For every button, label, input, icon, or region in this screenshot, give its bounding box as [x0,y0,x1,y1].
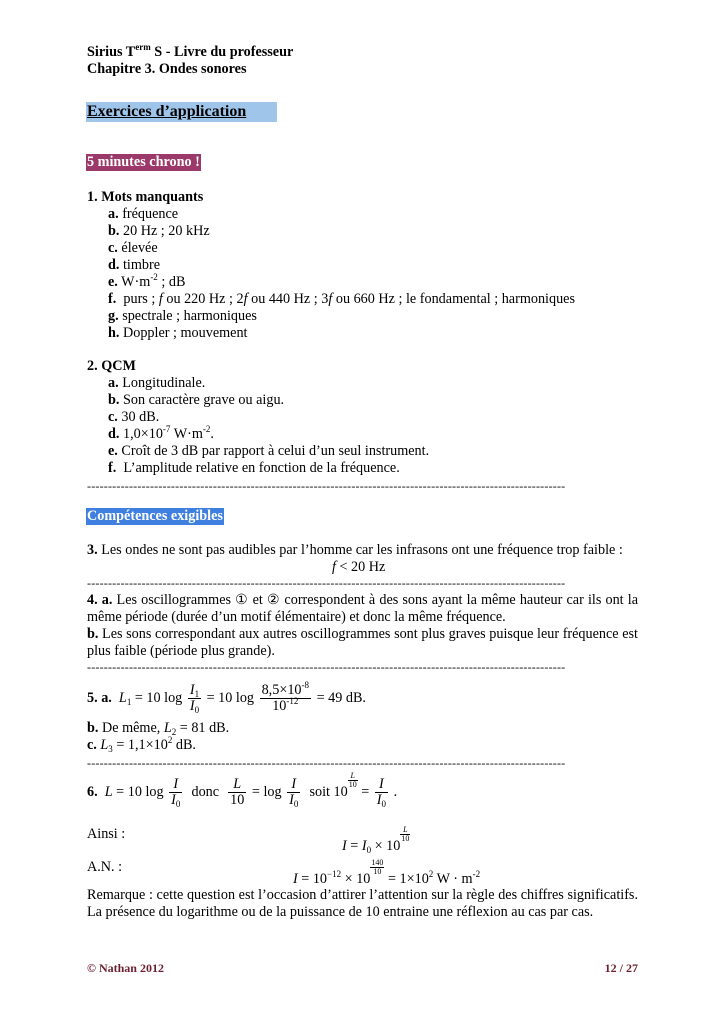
separator-1: ------------------------------------------------------------------------------------------------------------------ [87,480,566,492]
ex5-a-formula: 5. a. $L_1 = 10$ log $\frac{I_1}{I_0}$ = 10 log $\frac{8,5\times 10^{-8}}{10^{-12}}$ = 49 dB. [87,680,366,716]
ex2-item-b: b. Son caractère grave ou aigu. [108,392,285,408]
ex2-item-d: d. $1,0\times 10^{-7}$ $W\cdot m^{-2}$. [108,424,214,442]
ex5-c-line: c. $L_3 = 1,1\times 10^2$ dB. [87,735,196,754]
ex6-ainsi-formula: $I = I_0 \times 10$ $\frac{L}{10}$ [342,825,410,855]
ex2-item-a: a. Longitudinale. [108,375,206,391]
ex6-fraction-l-10: $\frac{L}{10}$ [230,776,245,809]
ex6-an-exponent: $\frac{140}{10}$ [371,858,384,876]
banner-chrono: 5 minutes chrono ! [87,154,200,170]
doc-header-chapter: Chapitre 3. Ondes sonores [87,61,247,77]
ex6-fraction-i-i0-3: $\frac{I}{I_0}$ [376,776,387,810]
ex6-ainsi-label: Ainsi : [87,826,126,842]
footer-page-number: 12 / 27 [604,961,638,975]
ex6-fraction-i-i0: $\frac{I}{I_0}$ [171,776,181,810]
ex1-item-a: a. fréquence [108,206,179,222]
separator-2: ------------------------------------------------------------------------------------------------------------------ [87,577,566,589]
ex6-formula: 6. L = 10 log $\frac{I}{I_0}$ donc $\frac{L}{10}$ = log $\frac{I}{I_0}$ soit 10 $\frac{L}{10}$ = $\frac{I}{I_0}$ . [87,771,398,810]
ex1-item-e: e. $W\cdot m^{-2}$ ; dB [108,272,186,290]
section-title: Exercices d’application [87,103,247,120]
ex6-ainsi-exponent: $\frac{L}{10}$ [401,825,410,843]
ex2-title: 2. QCM [87,358,136,374]
banner-competences: Compétences exigibles [87,508,223,524]
ex5-b-line: b. De même, $L_2 = 81$ dB. [87,720,230,737]
ex6-an-formula: $I = 10^{-12} \times 10$ $\frac{140}{10}$ = $1\times 10^2$ $W \cdot m^{-2}$ [293,858,481,887]
ex6-exponent-l-10: $\frac{L}{10}$ [348,771,357,789]
separator-3: ------------------------------------------------------------------------------------------------------------------ [87,661,566,673]
ex5-fraction-2: $\frac{8,5\times 10^{-8}}{10^{-12}}$ [261,680,310,715]
ex1-item-b: b. 20 Hz ; 20 kHz [108,223,210,239]
ex1-item-d: d. timbre [108,257,161,273]
ex1-item-h: h. Doppler ; mouvement [108,325,248,341]
ex6-fraction-i-i0-2: $\frac{I}{I_0}$ [289,776,299,810]
ex6-remark: Remarque : cette question est l’occasion d’attirer l’attention sur la règle des chiffres significatifs. La présence du logarithme ou de la puissance de 10 entraine une réflexion au cas par cas. [87,887,638,920]
ex3-condition: f < 20 Hz [332,559,386,575]
ex2-item-c: c. 30 dB. [108,409,160,425]
ex3-text: 3. Les ondes ne sont pas audibles par l’homme car les infrasons ont une fréquence trop faible : [87,542,623,558]
ex2-item-e: e. Croît de 3 dB par rapport à celui d’un seul instrument. [108,443,430,459]
ex5-fraction-1: $\frac{I_1}{I_0}$ [189,682,200,716]
doc-header-title: Sirius $T^{erm}$ S - Livre du professeur [87,42,294,60]
ex4-b-paragraph: b. Les sons correspondant aux autres oscillogrammes sont plus graves puisque leur fréquence est plus faible (période plus grande). [87,626,638,659]
ex1-title: 1. Mots manquants [87,189,204,205]
ex1-item-g: g. spectrale ; harmoniques [108,308,257,324]
ex1-item-c: c. élevée [108,240,158,256]
footer-copyright: © Nathan 2012 [87,961,164,975]
ex4-a-paragraph: 4. a. Les oscillogrammes ① et ② correspondent à des sons ayant la même hauteur car ils ont la même période (durée d’un motif élémentaire) et donc la même fréquence. [87,592,639,625]
ex2-item-f: f. L’amplitude relative en fonction de la fréquence. [108,460,400,476]
ex1-item-f: f. purs ; f ou 220 Hz ; 2f ou 440 Hz ; 3f ou 660 Hz ; le fondamental ; harmoniques [108,291,576,307]
separator-4: ------------------------------------------------------------------------------------------------------------------ [87,757,566,769]
ex6-an-label: A.N. : [87,859,123,875]
